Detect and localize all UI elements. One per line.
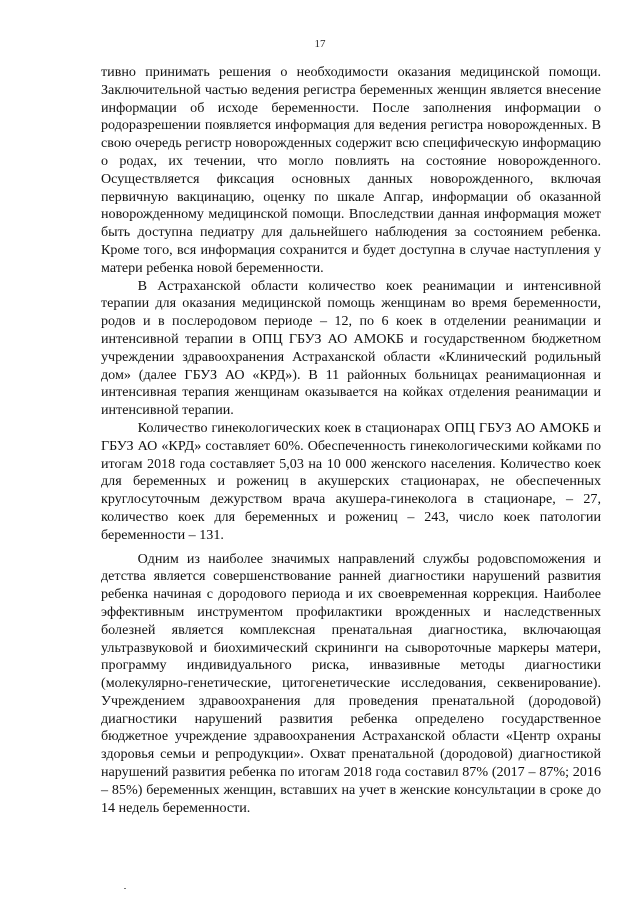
paragraph-prenatal-diagnostics: Одним из наиболее значимых направлений службы родовспоможения и детства является совершенствование ранней диагностики нарушений развития ребенка начиная с дородового периода и их своевременная коррекция. Наиболее эффективным инструментом профилактики врожденных и наследственных болезней является комплексная пренатальная диагностика, включающая ультразвуковой и биохимический скрининги на сывороточные маркеры матери, программу индивидуального риска, инвазивные методы диагностики (молекулярно-генетические, цитогенетические исследования, секвенирование). Учреждением здравоохранения для проведения пренатальной (дородовой) диагностики нарушений развития ребенка определено государственное бюджетное учреждение здравоохранения Астраханской области «Центр охраны здоровья семьи и репродукции». Охват пренатальной (дородовой) диагностикой нарушений развития ребенка по итогам 2018 года составил 87% (2017 – 87%; 2016 – 85%) беременных женщин, вставших на учет в женские консультации в сроке до 14 недель беременности. [101,550,601,816]
body-text [101,64,601,817]
scan-speck [124,888,126,889]
paragraph-registry-continuation: тивно принимать решения о необходимости оказания медицинской помощи. Заключительной частью ведения регистра беременных женщин является внесение информации об исходе беременности. После заполнения информации о родоразрешении появляется информация для ведения регистра новорожденных. В свою очередь регистр новорожденных содержит всю специфическую информацию о родах, их течении, что могло повлиять на состояние новорожденного. Осуществляется фиксация основных данных новорожденного, включая первичную вакцинацию, оценку по шкале Апгар, информации об оказанной новорожденному медицинской помощи. Впоследствии данная информация может быть доступна педиатру для дальнейшего наблюдения за состоянием ребенка. Кроме того, вся информация сохранится и будет доступна в случае наступления у матери ребенка новой беременности. [101,64,601,276]
paragraph-icu-beds: В Астраханской области количество коек реанимации и интенсивной терапии для оказания медицинской помощь женщинам во время беременности, родов и в послеродовом периоде – 12, по 6 коек в отделении реанимации и интенсивной терапии в ОПЦ ГБУЗ АО АМОКБ и государственном бюджетном учреждении здравоохранения Астраханской области «Клинический родильный дом» (далее ГБУЗ АО «КРД»). В 11 районных больницах реанимационная и интенсивная терапия женщинам оказывается на койках отделения реанимации и интенсивной терапии. [101,277,601,419]
paragraph-gynecological-beds: Количество гинекологических коек в стационарах ОПЦ ГБУЗ АО АМОКБ и ГБУЗ АО «КРД» составляет 60%. Обеспеченность гинекологическими койками по итогам 2018 года составляет 5,03 на 10 000 женского населения. Количество коек для беременных и рожениц в акушерских стационарах, не обеспеченных круглосуточным дежурством врача акушера-гинеколога в стационаре, – 27, количество коек для беременных и рожениц – 243, число коек патологии беременности – 131. [101,419,601,543]
page-number: 17 [314,38,326,50]
